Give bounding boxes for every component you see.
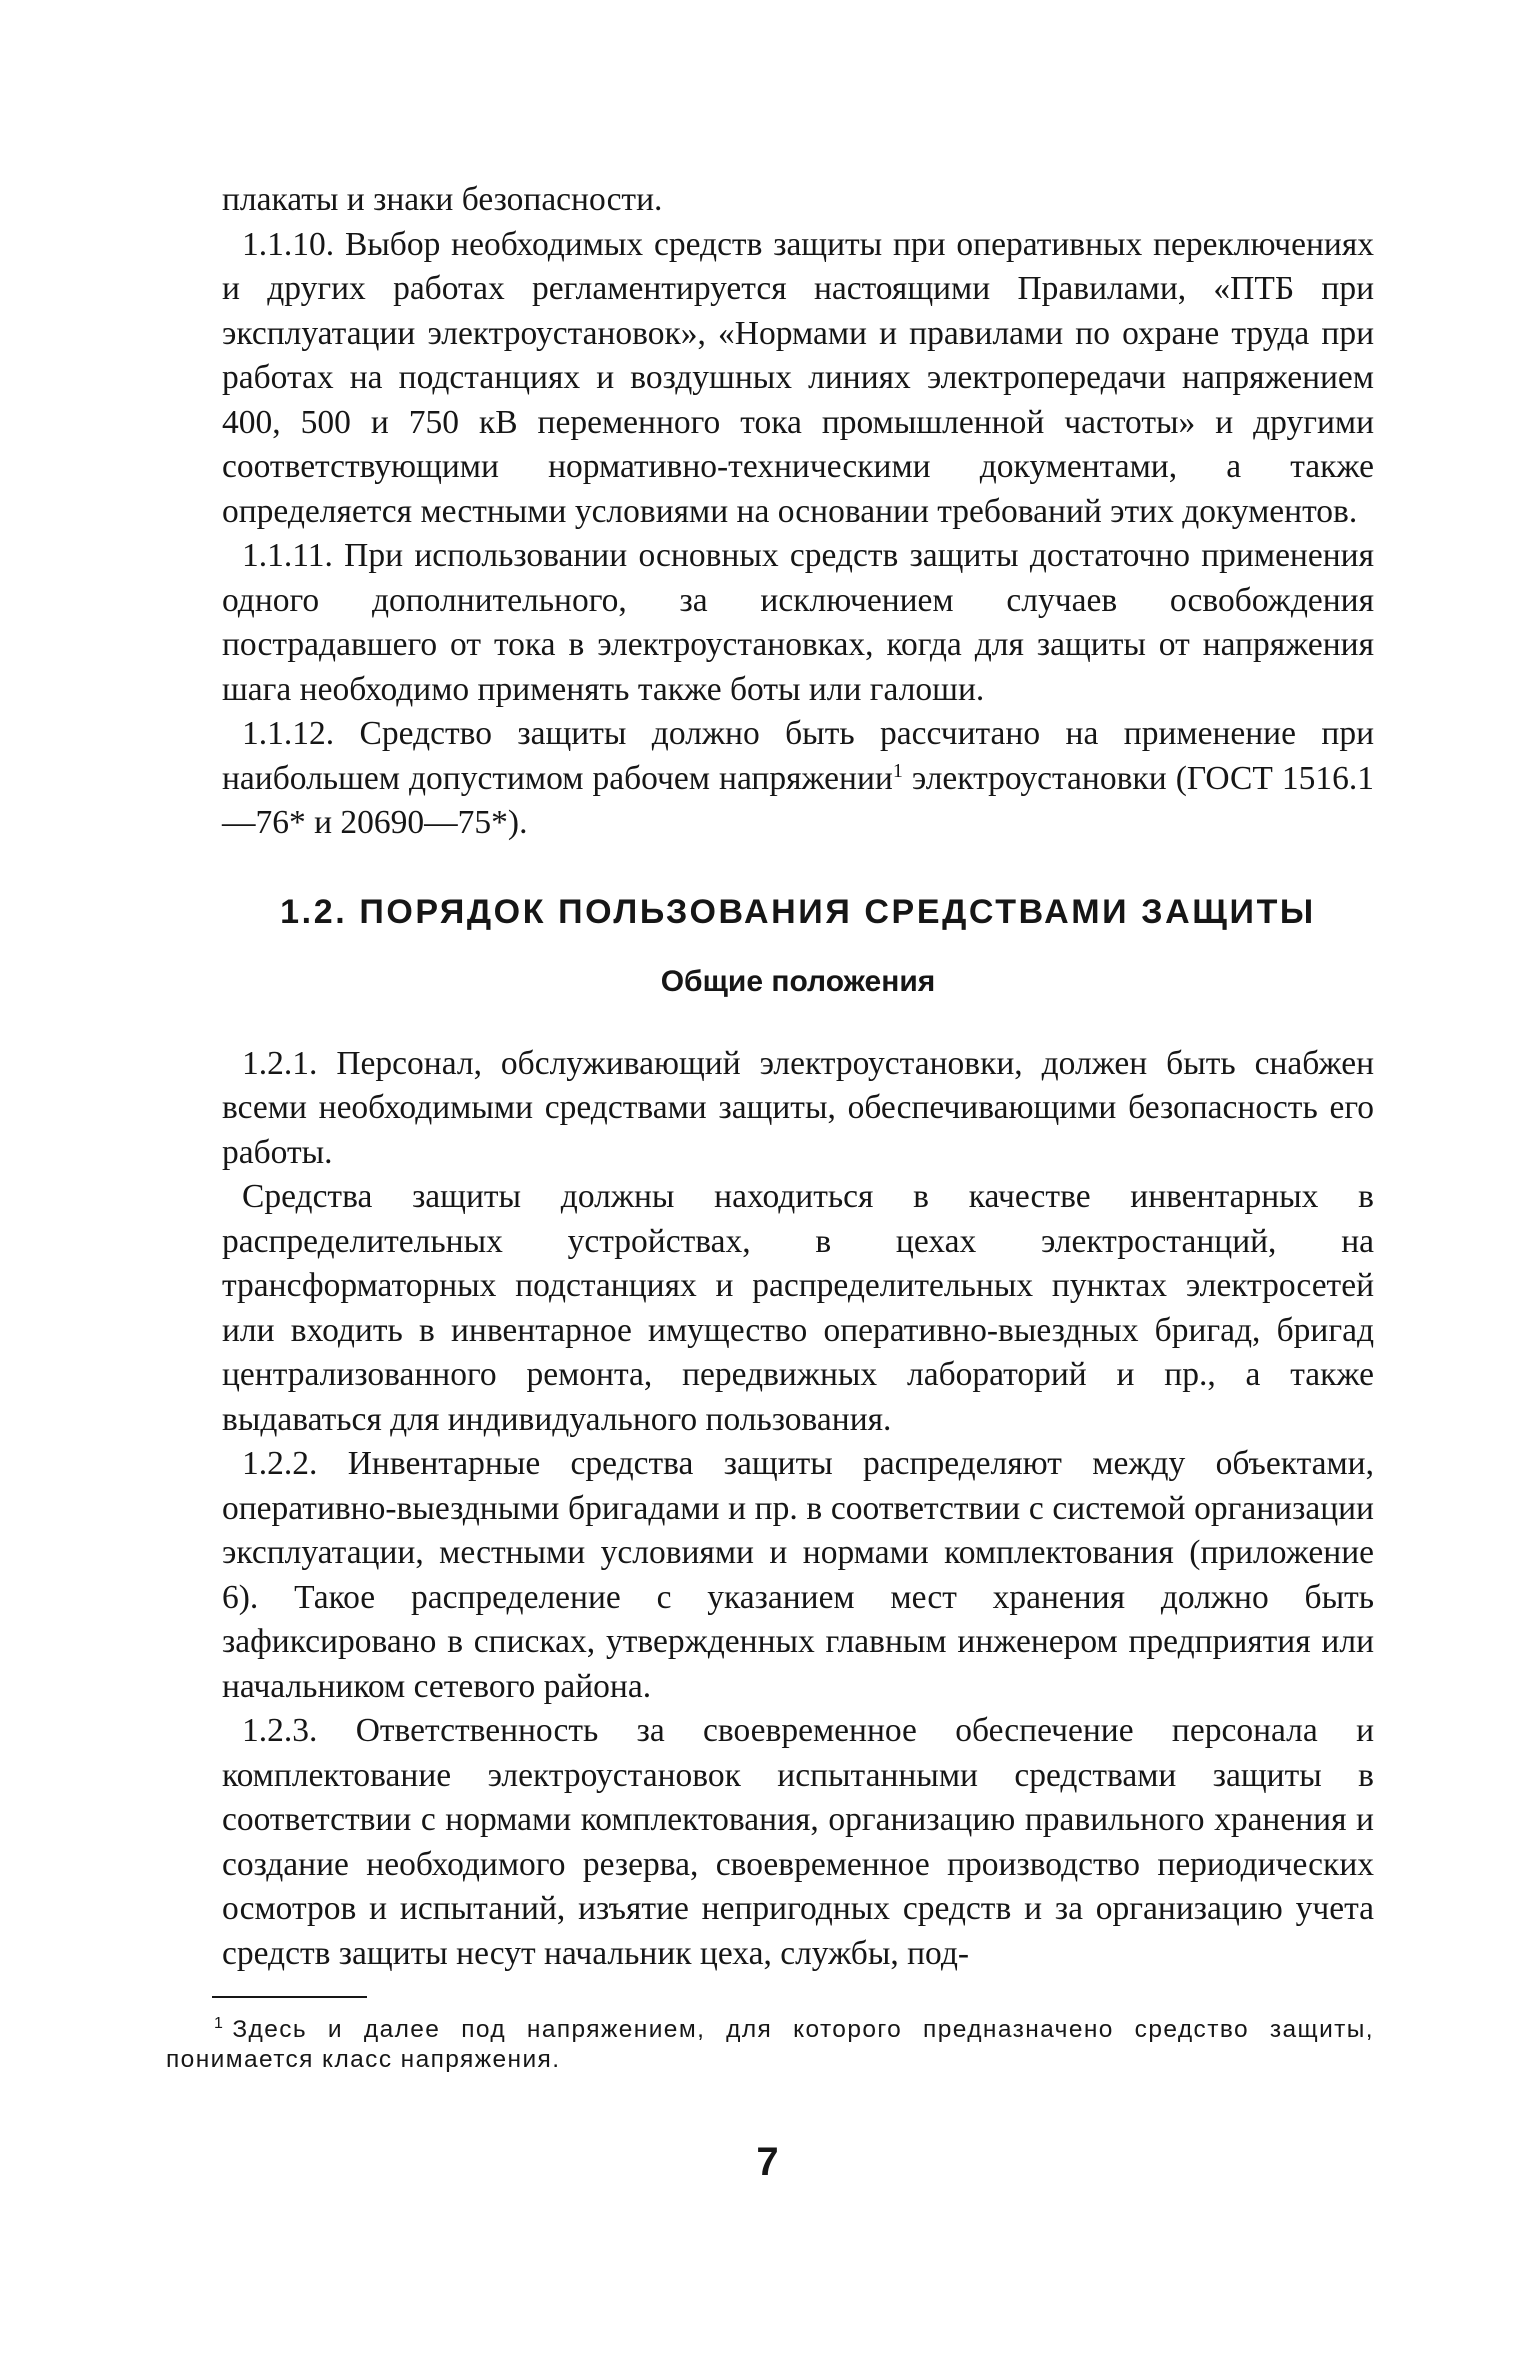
paragraph-1-1-12-text-a: 1.1.12. Средство защиты должно быть рассчитано на применение при наибольшем допустимом рабочем напряжении: [222, 715, 1374, 797]
section-title: 1.2. ПОРЯДОК ПОЛЬЗОВАНИЯ СРЕДСТВАМИ ЗАЩИТЫ: [280, 892, 1316, 931]
paragraph-1-2-2: 1.2.2. Инвентарные средства защиты распределяют между объектами, оперативно-выездными бригадами и пр. в соответствии с системой организации эксплуатации, местными условиями и нормами комплектования (приложение 6). Такое распределение с указанием мест хранения должно быть зафиксировано в списках, утвержденных главным инженером предприятия или начальником сетевого района.: [222, 1445, 1374, 1705]
lead-line: плакаты и знаки безопасности.: [222, 181, 663, 218]
document-page: [222, 178, 1374, 1976]
footnote-reference: 1: [892, 759, 903, 782]
paragraph-1-1-12: [222, 712, 1374, 846]
paragraph-1-2-1: 1.2.1. Персонал, обслуживающий электроустановки, должен быть снабжен всеми необходимыми средствами защиты, обеспечивающими безопасность его работы.: [222, 1044, 1374, 1171]
footnote-divider: [212, 1996, 367, 1998]
footnote-text: Здесь и далее под напряжением, для которого предназначено средство защиты, понимается класс напряжения.: [166, 2016, 1374, 2073]
paragraph-1-2-1-continued: Средства защиты должны находиться в качестве инвентарных в распределительных устройствах, в цехах электростанций, на трансформаторных подстанциях и распределительных пунктах электросетей или входить в инвентарное имущество оперативно-выездных бригад, бригад централизованного ремонта, передвижных лабораторий и пр., а также выдаваться для индивидуального пользования.: [222, 1178, 1374, 1438]
page-number: 7: [756, 2140, 779, 2184]
paragraph-1-2-3: 1.2.3. Ответственность за своевременное обеспечение персонала и комплектование электроустановок испытанными средствами защиты в соответствии с нормами комплектования, организацию правильного хранения и создание необходимого резерва, своевременное производство периодических осмотров и испытаний, изъятие непригодных средств и за организацию учета средств защиты несут начальник цеха, службы, под-: [222, 1712, 1374, 1972]
paragraph-1-1-10: 1.1.10. Выбор необходимых средств защиты при оперативных переключениях и других работах регламентируется настоящими Правилами, «ПТБ при эксплуатации электроустановок», «Нормами и правилами по охране труда при работах на подстанциях и воздушных линиях электропередачи напряжением 400, 500 и 750 кВ переменного тока промышленной частоты» и другими соответствующими нормативно-техническими документами, а также определяется местными условиями на основании требований этих документов.: [222, 225, 1374, 530]
footnote-mark: 1: [214, 2014, 225, 2032]
footnote: [166, 2015, 1374, 2075]
paragraph-1-1-12-text-b: электроустановки (ГОСТ 1516.1—76* и 20690—75*).: [222, 759, 1374, 841]
subsection-title: Общие положения: [660, 964, 936, 998]
paragraph-1-1-11: 1.1.11. При использовании основных средств защиты достаточно применения одного дополнительного, за исключением случаев освобождения пострадавшего от тока в электроустановках, когда для защиты от напряжения шага необходимо применять также боты или галоши.: [222, 537, 1374, 708]
